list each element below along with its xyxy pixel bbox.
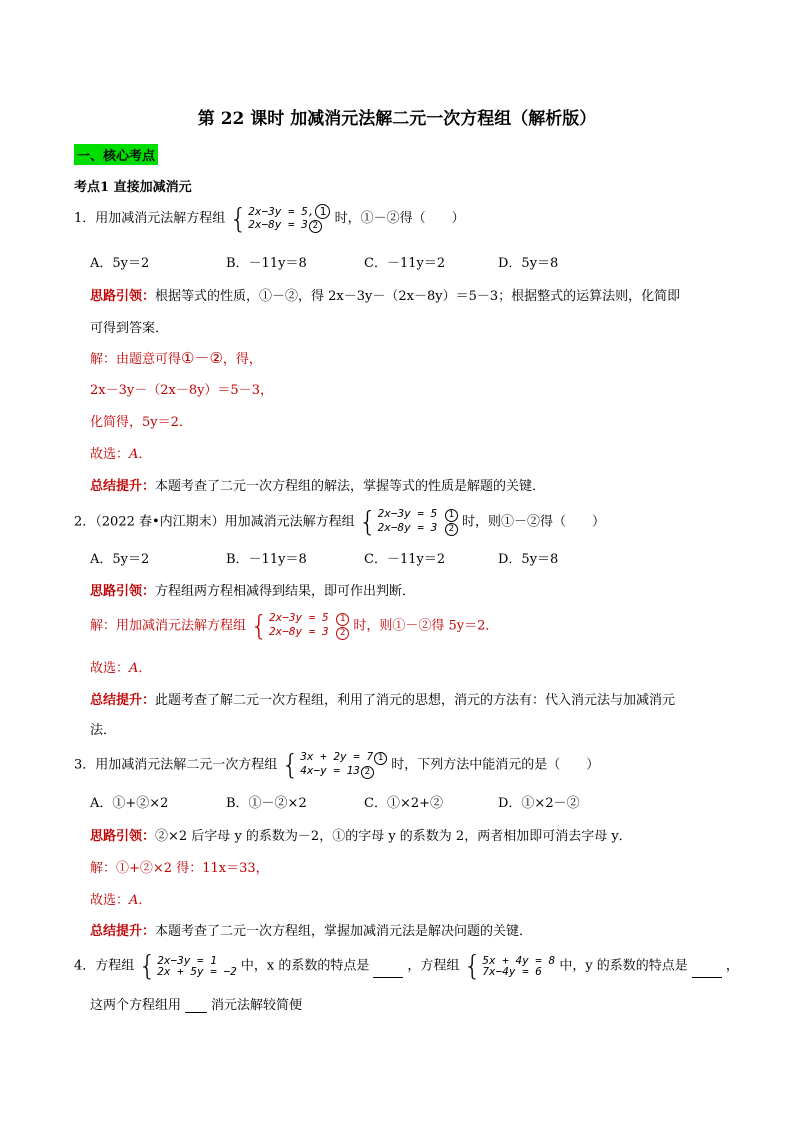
equation-number: 1: [374, 752, 387, 765]
answer-line: 故选：A．: [90, 447, 152, 462]
solution-text: 时，则①－②得 5y＝2．: [353, 618, 499, 634]
option-a: A．①+②×2: [90, 796, 169, 811]
equation-line: 2x−8y = 3: [248, 218, 308, 231]
option-c: C．－11y＝2: [364, 256, 446, 271]
answer-blank[interactable]: [185, 1000, 207, 1013]
summary-continued: 法．: [90, 723, 117, 738]
option-a: A．5y＝2: [90, 552, 150, 567]
solution-text: 化简得，: [90, 415, 143, 430]
solution-text: 解：用加减消元法解方程组: [90, 618, 247, 634]
section-heading: 一、核心考点: [74, 144, 158, 165]
equation-line: 3x + 2y = 7: [300, 750, 374, 763]
answer-value: A: [129, 447, 139, 462]
equation-number: 2: [309, 220, 322, 233]
equation-line: 2x + 5y = −2: [157, 965, 237, 978]
summary-text: 本题考查了二元一次方程组的解法，掌握等式的性质是解题的关键．: [155, 479, 546, 494]
option-b: B．①－②×2: [226, 796, 307, 811]
equation-system: [250, 609, 349, 642]
option-d: D．①×2－②: [498, 796, 580, 811]
equation-line: 2x−3y = 5: [377, 507, 438, 520]
hint-label: 思路引领：: [90, 829, 156, 844]
brace: {: [463, 949, 482, 982]
answer-line: 故选：A．: [90, 893, 152, 908]
solution-text: 解：由题意可得: [90, 352, 182, 367]
equation-number: 1: [336, 613, 349, 626]
answer-value: A: [129, 661, 139, 676]
equation-system: [463, 949, 556, 982]
answer-blank[interactable]: [373, 965, 403, 978]
solution-text: ，得，: [222, 352, 262, 367]
solution-text: ①+②×2 得：11x＝33，: [116, 861, 269, 876]
equation-line: 2x−3y = 5,: [248, 205, 315, 218]
summary-line: [90, 475, 545, 494]
question-2-stem: 2．（2022 春•内江期末）用加减消元法解方程组: [74, 514, 355, 530]
question-4-text: 消元法解较简便: [211, 998, 303, 1013]
equation-line: 5x + 4y = 8: [482, 954, 556, 967]
solution-text: ．: [178, 415, 192, 430]
option-d: D．5y＝8: [498, 552, 559, 567]
option-c: C．①×2+②: [364, 796, 444, 811]
equation-line: 4x−y = 13: [300, 764, 360, 777]
question-4-stem: 4．方程组: [74, 958, 135, 974]
equation-line: 7x−4y = 6: [482, 965, 542, 978]
question-3: [74, 748, 600, 781]
summary-label: 总结提升：: [90, 924, 156, 939]
equation-number: 2: [445, 523, 458, 536]
hint-text: ②×2 后字母 y 的系数为－2，①的字母 y 的系数为 2，两者相加即可消去字母 y．: [155, 829, 632, 844]
equation-line: 2x−3y = 1: [157, 954, 217, 967]
answer-blank[interactable]: [692, 965, 722, 978]
equation-number: 2: [336, 627, 349, 640]
question-1-stem: 1．用加减消元法解方程组: [74, 211, 226, 226]
answer-value: A: [129, 893, 139, 908]
question-2: [74, 505, 606, 538]
question-2-tail: 时，则①－②得（ ）: [462, 514, 606, 530]
answer-label: 故选：: [90, 893, 130, 908]
option-b: B．－11y＝8: [226, 256, 307, 271]
equation-system: [358, 505, 458, 538]
option-a: A．5y＝2: [90, 256, 150, 271]
equation-number: 2: [361, 766, 374, 779]
page-title: 第 22 课时 加减消元法解二元一次方程组（解析版）: [197, 109, 597, 129]
hint-label: 思路引领：: [90, 584, 156, 599]
summary-text: 本题考查了二元一次方程组，掌握加减消元法是解决问题的关键．: [155, 924, 533, 939]
solution-result: 5y＝2: [142, 415, 179, 430]
solution-line: [90, 609, 499, 642]
hint-continued: 可得到答案．: [90, 321, 169, 336]
summary-label: 总结提升：: [90, 693, 156, 708]
option-c: C．－11y＝2: [364, 552, 446, 567]
hint-line: [90, 580, 415, 599]
solution-line-3: [90, 411, 192, 430]
brace: {: [281, 748, 300, 781]
summary-label: 总结提升：: [90, 479, 156, 494]
question-1-options: [90, 252, 650, 271]
hint-text: 方程组两方程相减得到结果，即可作出判断．: [155, 584, 416, 599]
answer-line: 故选：A．: [90, 661, 152, 676]
equation-line: 2x−3y = 5: [268, 611, 329, 624]
question-4-line-2: [90, 994, 302, 1013]
summary-line: [90, 689, 675, 708]
topic-heading: 考点1 直接加减消元: [74, 180, 192, 195]
question-3-tail: 时，下列方法中能消元的是（ ）: [391, 757, 600, 773]
brace: {: [358, 505, 377, 538]
question-1-tail: 时，①－②得（ ）: [334, 211, 465, 226]
equation-system: [229, 201, 330, 235]
solution-line: [90, 857, 269, 876]
equation-line: 2x−8y = 3: [377, 521, 438, 534]
hint-line: [90, 285, 680, 304]
summary-text: 此题考查了解二元一次方程组，利用了消元的思想，消元的方法有：代入消元法与加减消元: [155, 693, 676, 708]
equation-system: [281, 748, 387, 781]
equation-number: 1: [315, 204, 330, 219]
question-3-stem: 3．用加减消元法解二元一次方程组: [74, 757, 278, 773]
hint-label: 思路引领：: [90, 289, 156, 304]
brace: {: [138, 949, 157, 982]
equation-number: 1: [445, 509, 458, 522]
solution-line-1: [90, 347, 262, 368]
answer-label: 故选：: [90, 447, 130, 462]
solution-text: 解：: [90, 861, 117, 876]
solution-line-2: 2x－3y－（2x－8y）＝5－3，: [90, 383, 273, 398]
question-4-text: ，方程组: [407, 958, 460, 974]
question-4-text: 中，x 的系数的特点是: [240, 958, 370, 974]
summary-line: [90, 920, 532, 939]
question-4: [74, 949, 739, 982]
hint-text: 根据等式的性质，①－②，得 2x－3y－（2x－8y）＝5－3；根据整式的运算法则，化简即: [155, 289, 681, 304]
brace: {: [250, 609, 268, 642]
question-4-text: 中，y 的系数的特点是: [559, 958, 688, 974]
question-4-text: ，: [725, 958, 739, 974]
question-4-text: 这两个方程组用: [90, 998, 182, 1013]
question-2-options: [90, 548, 650, 567]
option-b: B．－11y＝8: [226, 552, 307, 567]
solution-operation: ①－②: [181, 349, 223, 367]
question-1: [74, 201, 465, 235]
equation-system: [138, 949, 237, 982]
answer-label: 故选：: [90, 661, 130, 676]
option-d: D．5y＝8: [498, 256, 559, 271]
question-3-options: [90, 792, 650, 811]
hint-line: [90, 825, 632, 844]
brace: {: [229, 201, 248, 235]
equation-line: 2x−8y = 3: [268, 625, 329, 638]
